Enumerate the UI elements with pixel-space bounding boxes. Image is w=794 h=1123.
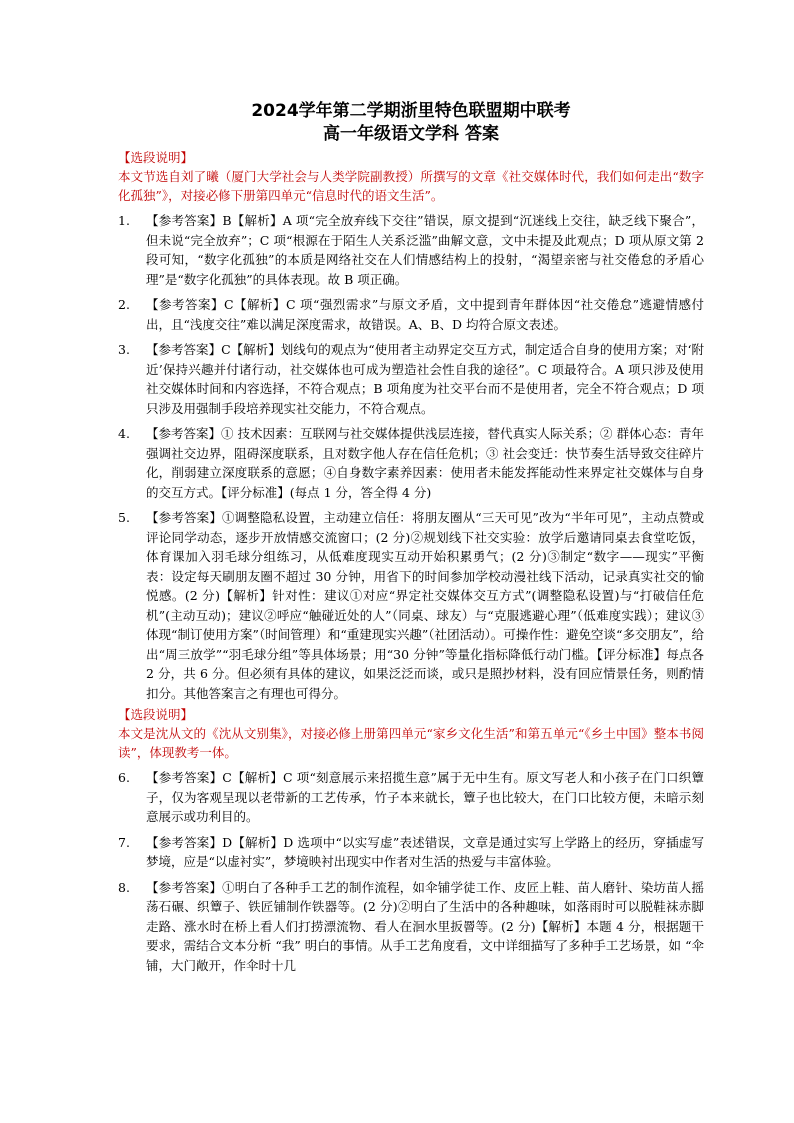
answer-item	[118, 768, 704, 827]
item-number: 8.	[118, 879, 130, 895]
answer-item	[118, 295, 704, 334]
answer-item	[118, 878, 704, 976]
item-number: 2.	[118, 297, 130, 312]
item-number: 1.	[118, 213, 130, 228]
answer-item	[118, 424, 704, 502]
item-text: 【参考答案】① 技术因素：互联网与社交媒体提供浅层连接，替代真实人际关系；② 群体心态：青年强调社交边界，阻碍深度联系，且对数字他人存在信任危机；③ 社会变迁：快节奏生活导致交往碎片化，削弱建立深度联系的意愿；④自身数字素养因素：使用者未能发挥能动性来界定社交媒体与自身的交互方式。【评分标准】(每点 1 分，答全得 4 分)	[146, 426, 704, 500]
section-description: 本文节选自刘了曦（厦门大学社会与人类学院副教授）所撰写的文章《社交媒体时代，我们如何走出“数字化孤独”》，对接必修下册第四单元“信息时代的语文生活”。	[118, 169, 704, 203]
section-header: 【选段说明】	[118, 150, 194, 165]
item-text: 【参考答案】①调整隐私设置，主动建立信任：将朋友圈从“三天可见”改为“半年可见”，主动点赞或评论同学动态，逐步开放情感交流窗口；(2 分)②规划线下社交实验：放学后邀请同桌去食堂吃饭，体育课加入羽毛球分组练习，从低难度现实互动开始积累勇气；(2 分)③制定“数字——现实”平衡表：设定每天刷朋友圈不超过 30 分钟，用省下的时间参加学校动漫社线下活动，记录真实社交的愉悦感。(2 分)【解析】针对性：建议①对应“界定社交媒体交互方式”(调整隐私设置)与“打破信任危机”(主动互动)；建议②呼应“触碰近处的人”（同桌、球友）与“克服逃避心理”（低难度实践）；建议③体现“制订使用方案”（时间管理）和“重建现实兴趣”（社团活动）。可操作性：避免空谈“多交朋友”，给出“周三放学”“羽毛球分组”等具体场景；用“30 分钟”等量化指标降低行动门槛。【评分标准】每点各 2 分，共 6 分。但必须有具体的建议，如果泛泛而谈，或只是照抄材料，没有回应情景任务，则酌情扣分。其他答案言之有理也可得分。	[146, 510, 704, 701]
item-text: 【参考答案】C【解析】C 项“强烈需求”与原文矛盾，文中提到青年群体因“社交倦怠”逃避情感付出，且“浅度交往”难以满足深度需求，故错误。A、B、D 均符合原文表述。	[146, 297, 704, 332]
answer-item	[118, 340, 704, 418]
section-2	[118, 705, 704, 975]
item-number: 5.	[118, 510, 130, 525]
item-number: 7.	[118, 834, 130, 850]
answer-item	[118, 833, 704, 872]
section-1	[118, 148, 704, 703]
document-title	[118, 100, 704, 146]
section-description: 本文是沈从文的《沈从文别集》，对接必修上册第四单元“家乡文化生活”和第五单元“《乡土中国》整本书阅读”，体现教考一体。	[118, 726, 704, 760]
title-line-1: 2024学年第二学期浙里特色联盟期中联考	[251, 101, 571, 121]
item-text: 【参考答案】C【解析】划线句的观点为“使用者主动界定交互方式，制定适合自身的使用方案；对‘附近’保持兴趣并付诸行动，社交媒体也可成为塑造社会性自我的途径”。C 项最符合。A 项只涉及使用社交媒体时间和内容选择，不符合观点；B 项角度为社交平台而不是使用者，完全不符合观点；D 项只涉及用强制手段培养现实社交能力，不符合观点。	[146, 342, 704, 416]
item-text: 【参考答案】①明白了各种手工艺的制作流程，如伞铺学徒工作、皮匠上鞋、苗人磨针、染坊苗人摇荡石碾、织簟子、铁匠铺制作铁器等。(2 分)②明白了生活中的各种趣味，如落雨时可以脱鞋袜赤脚走路、涨水时在桥上看人们打捞漂流物、看人在洄水里扳罾等。(2 分)【解析】本题 4 分，根据题干要求，需结合文本分析 “我” 明白的事情。从手工艺角度看，文中详细描写了多种手工艺场景，如 “伞铺，大门敞开，作伞时十几	[146, 879, 704, 973]
answer-item	[118, 211, 704, 289]
answer-item	[118, 508, 704, 703]
item-number: 4.	[118, 426, 130, 441]
item-text: 【参考答案】D【解析】D 选项中“以实写虚”表述错误，文章是通过实写上学路上的经历，穿插虚写梦境，应是“以虚衬实”，梦境映衬出现实中作者对生活的热爱与丰富体验。	[146, 834, 704, 869]
item-number: 3.	[118, 342, 130, 357]
item-text: 【参考答案】C【解析】C 项“刻意展示来招揽生意”属于无中生有。原文写老人和小孩子在门口织簟子，仅为客观呈现以老带新的工艺传承，竹子本来就长，簟子也比较大，在门口比较方便，未暗示刻意展示或功利目的。	[146, 770, 704, 824]
section-header: 【选段说明】	[118, 707, 194, 722]
item-text: 【参考答案】B【解析】A 项“完全放弃线下交往”错误，原文提到“沉迷线上交往，缺乏线下聚合”，但未说“完全放弃”；C 项“根源在于陌生人关系泛滥”曲解文意，文中未提及此观点；D 项从原文第 2 段可知，“数字化孤独”的本质是网络社交在人们情感结构上的投射，“渴望亲密与社交倦怠的矛盾心理”是“数字化孤独”的具体表现。故 B 项正确。	[146, 213, 704, 287]
item-number: 6.	[118, 770, 130, 785]
title-line-2: 高一年级语文学科 答案	[323, 124, 499, 144]
